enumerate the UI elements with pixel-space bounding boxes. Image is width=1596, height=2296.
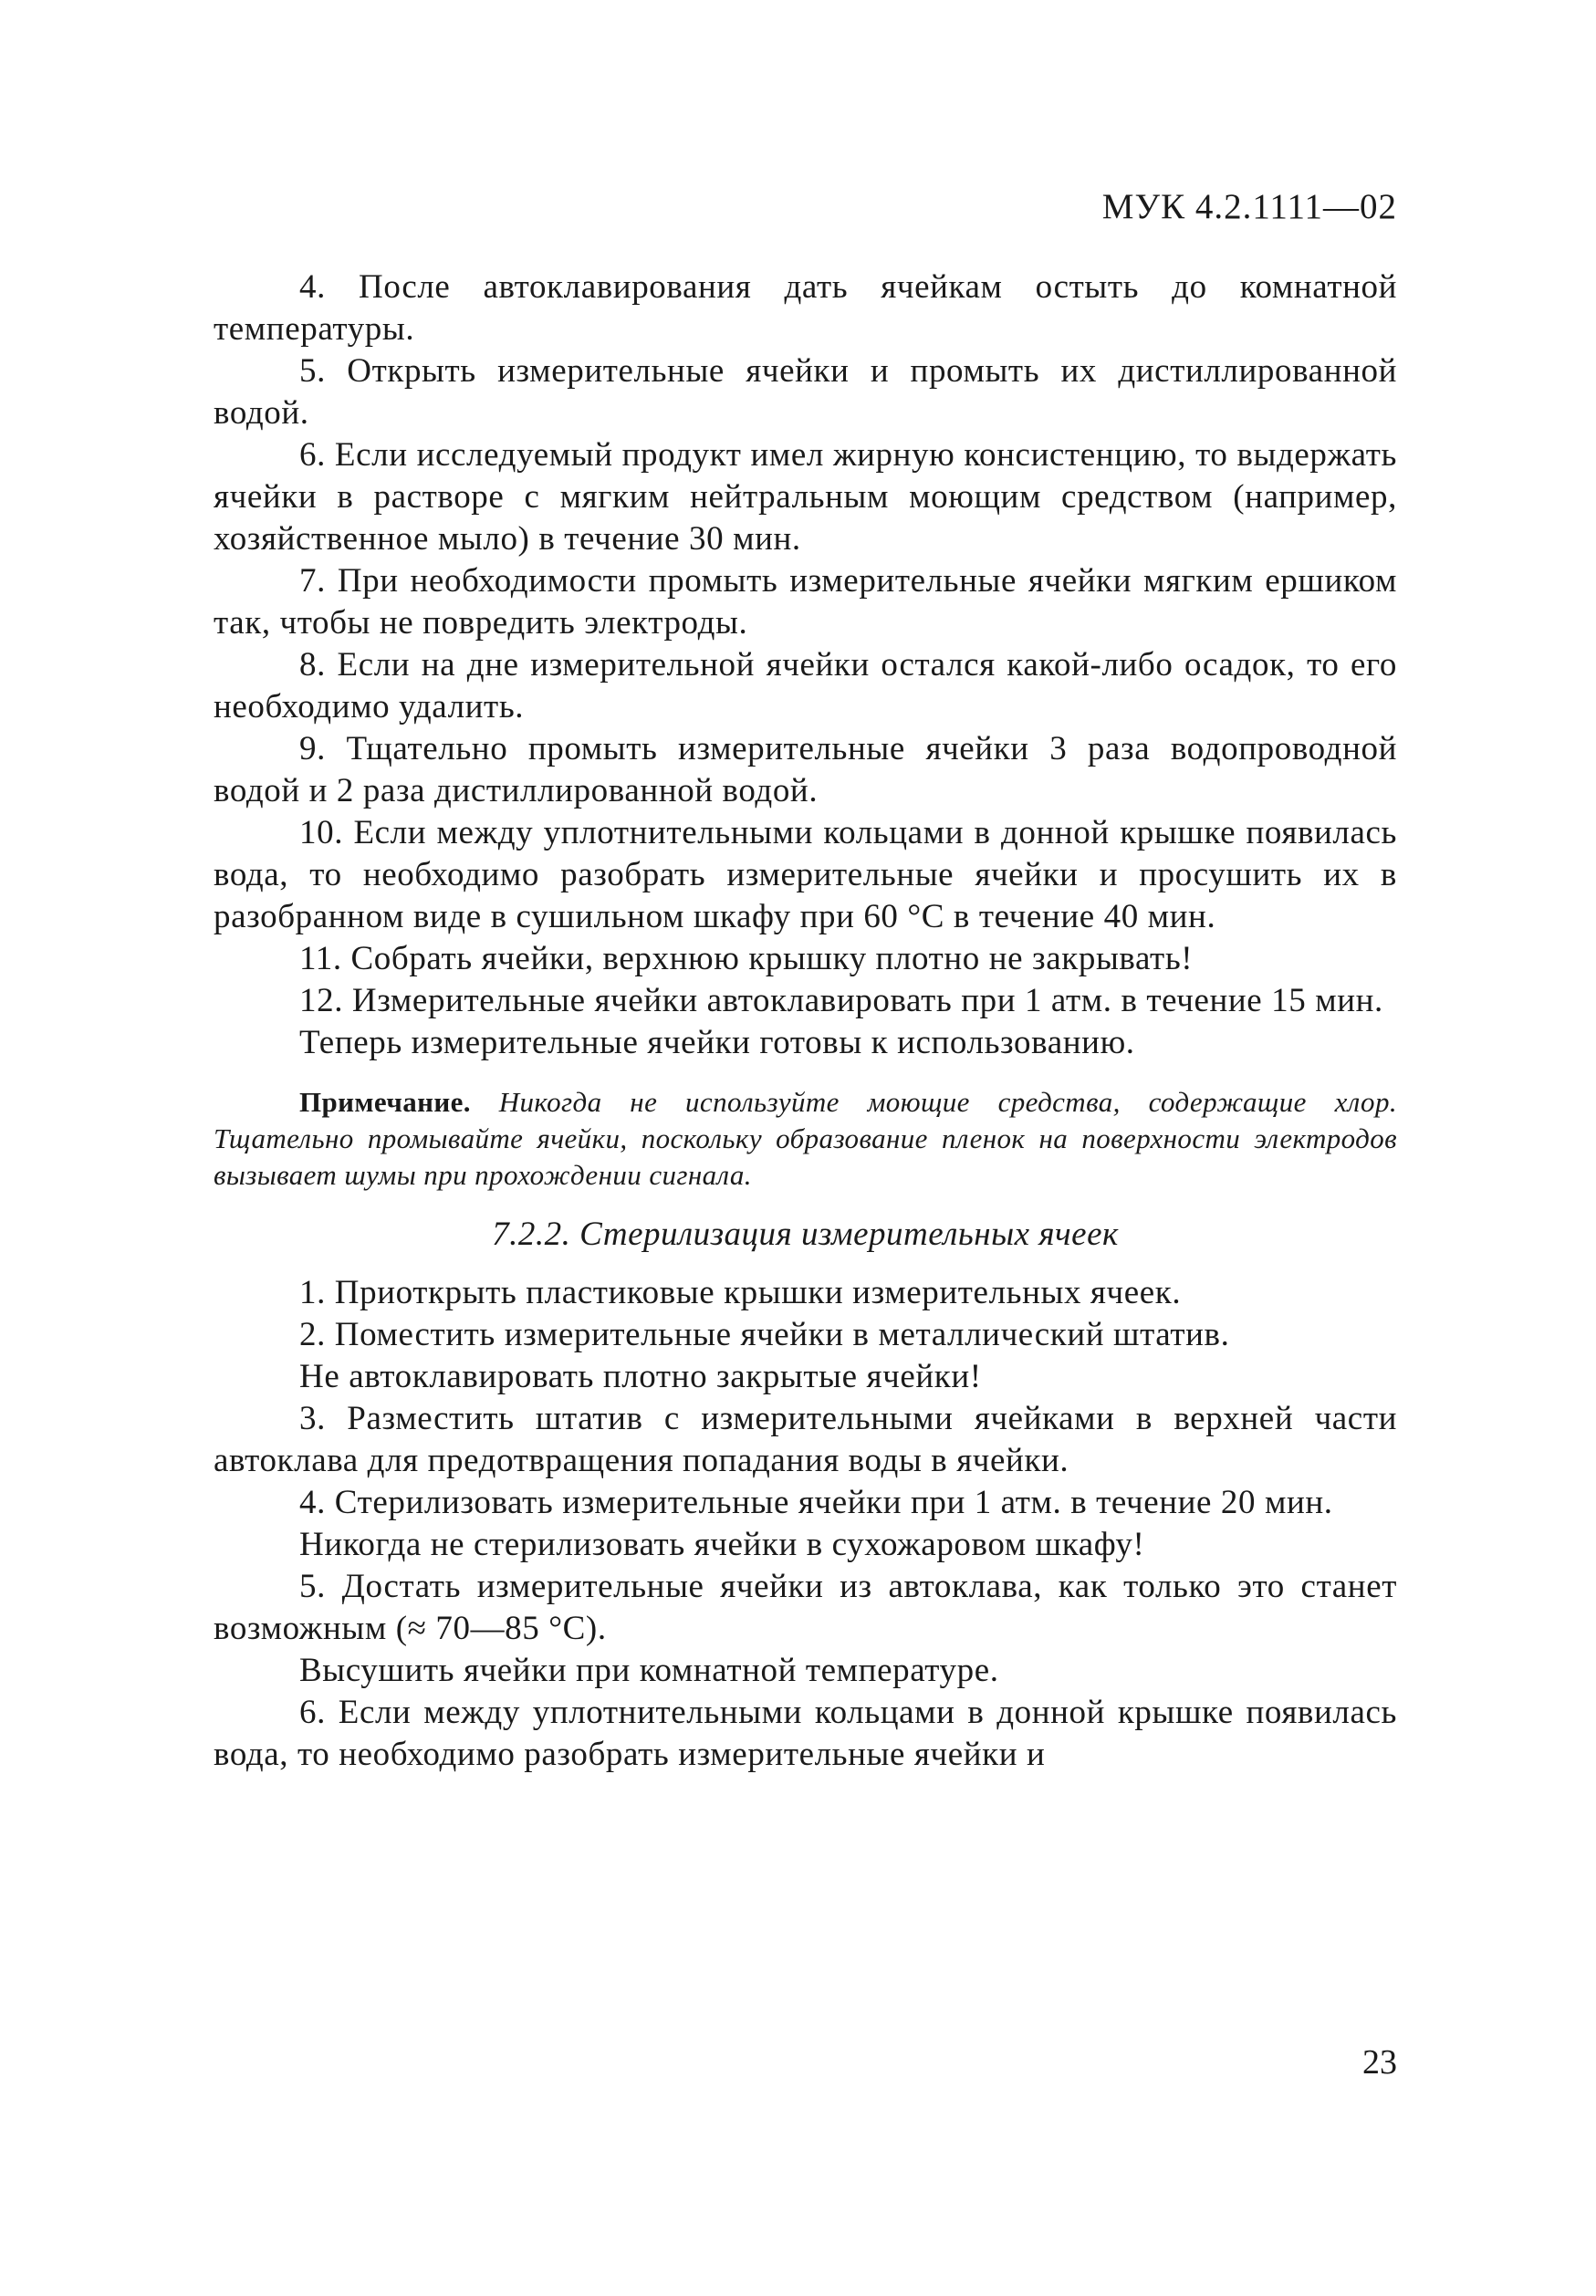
paragraph-sterilize-step-1: 1. Приоткрыть пластиковые крышки измерительных ячеек.: [299, 1274, 1182, 1311]
paragraph-warning-closed-cells: Не автоклавировать плотно закрытые ячейки!: [299, 1358, 982, 1395]
paragraph-sterilize-step-6: 6. Если между уплотнительными кольцами в донной крышке появилась вода, то необходимо разобрать измерительные ячейки и: [214, 1694, 1397, 1773]
note-label: Примечание.: [299, 1086, 471, 1118]
note-text: Никогда не используйте моющие средства, содержащие хлор. Тщательно промывайте ячейки, поскольку образование пленок на поверхности электродов вызывает шумы при прохождении сигнала.: [214, 1086, 1397, 1191]
document-code-header: МУК 4.2.1111—02: [1101, 187, 1397, 226]
paragraph-dry-cells: Высушить ячейки при комнатной температуре.: [299, 1652, 999, 1689]
paragraph-sterilize-step-2: 2. Поместить измерительные ячейки в металлический штатив.: [299, 1316, 1230, 1353]
note-block: [214, 1084, 1397, 1194]
paragraph-sterilize-step-5: 5. Достать измерительные ячейки из автоклава, как только это станет возможным (≈ 70—85 °С).: [214, 1568, 1397, 1647]
paragraph-step-10: 10. Если между уплотнительными кольцами в донной крышке появилась вода, то необходимо разобрать измерительные ячейки и просушить их в разобранном виде в сушильном шкафу при 60 °С в течение 40 мин.: [214, 814, 1397, 935]
paragraph-step-11: 11. Собрать ячейки, верхнюю крышку плотно не закрывать!: [299, 940, 1194, 977]
paragraph-warning-dry-heat: Никогда не стерилизовать ячейки в сухожаровом шкафу!: [299, 1526, 1145, 1563]
document-body: [214, 266, 1397, 1776]
paragraph-step-6: 6. Если исследуемый продукт имел жирную консистенцию, то выдержать ячейки в растворе с мягким нейтральным моющим средством (например, хозяйственное мыло) в течение 30 мин.: [214, 436, 1397, 558]
paragraph-step-9: 9. Тщательно промыть измерительные ячейки 3 раза водопроводной водой и 2 раза дистиллированной водой.: [214, 730, 1397, 809]
paragraph-step-7: 7. При необходимости промыть измерительные ячейки мягким ершиком так, чтобы не повредить электроды.: [214, 562, 1397, 642]
paragraph-sterilize-step-3: 3. Разместить штатив с измерительными ячейками в верхней части автоклава для предотвращения попадания воды в ячейки.: [214, 1400, 1397, 1479]
paragraph-step-8: 8. Если на дне измерительной ячейки остался какой-либо осадок, то его необходимо удалить.: [214, 646, 1397, 725]
paragraph-ready-statement: Теперь измерительные ячейки готовы к использованию.: [299, 1024, 1135, 1061]
paragraph-step-5: 5. Открыть измерительные ячейки и промыть их дистиллированной водой.: [214, 352, 1397, 432]
section-subheading: 7.2.2. Стерилизация измерительных ячеек: [492, 1216, 1119, 1253]
paragraph-sterilize-step-4: 4. Стерилизовать измерительные ячейки при 1 атм. в течение 20 мин.: [299, 1484, 1333, 1521]
page-number: 23: [1362, 2043, 1397, 2082]
paragraph-step-4: 4. После автоклавирования дать ячейкам остыть до комнатной температуры.: [214, 268, 1397, 348]
paragraph-step-12: 12. Измерительные ячейки автоклавировать при 1 атм. в течение 15 мин.: [299, 982, 1383, 1019]
